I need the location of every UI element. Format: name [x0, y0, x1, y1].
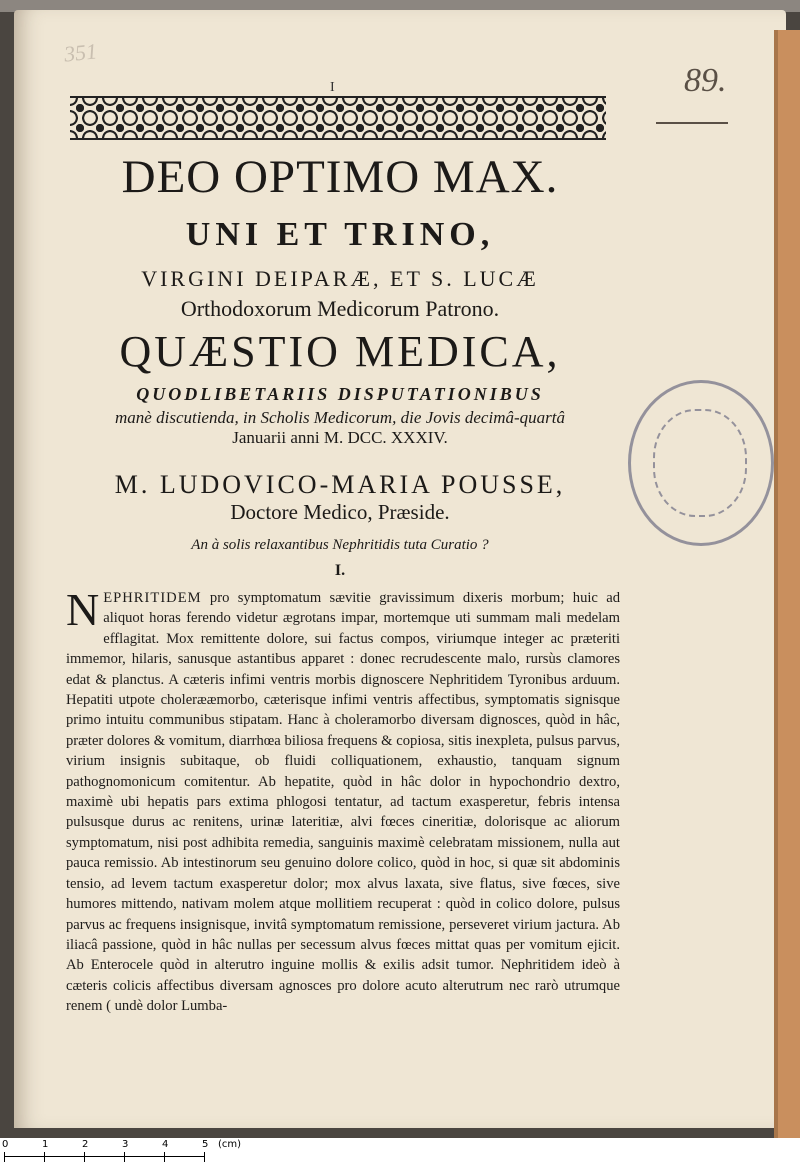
title-quaestio: QUÆSTIO MEDICA, — [119, 327, 561, 376]
scale-label: 1 — [42, 1139, 49, 1150]
title-location-date: manè discutienda, in Scholis Medicorum, die Jovis decimâ-quartâ — [115, 408, 565, 427]
measurement-scale-area — [0, 1138, 800, 1171]
title-year: Januarii anni M. DCC. XXXIV. — [232, 428, 448, 447]
page-edge — [778, 30, 800, 1138]
scale-tick — [124, 1152, 125, 1162]
first-word: EPHRITIDEM — [103, 590, 202, 606]
decorative-ornament-band — [70, 96, 606, 140]
scale-label: 4 — [162, 1139, 169, 1150]
scale-tick — [44, 1152, 45, 1162]
scale-label: 3 — [122, 1139, 129, 1150]
scale-tick — [4, 1152, 5, 1162]
drop-cap: N — [66, 584, 100, 635]
question-heading: An à solis relaxantibus Nephritidis tuta Curatio ? — [191, 537, 489, 553]
scale-ruler-line — [4, 1156, 204, 1157]
pencil-annotation: 351 — [62, 38, 99, 67]
title-praeses-role: Doctore Medico, Præside. — [230, 500, 450, 524]
scale-tick — [164, 1152, 165, 1162]
library-stamp — [628, 380, 774, 546]
handwritten-folio-number: 89. — [684, 62, 727, 99]
scale-label: 5 — [202, 1139, 209, 1150]
title-dedication: DEO OPTIMO MAX. — [121, 151, 559, 203]
title-trinity: UNI ET TRINO, — [185, 216, 495, 253]
scale-tick — [204, 1152, 205, 1162]
folio-underline — [656, 122, 728, 124]
body-text: pro symptomatum sævitie gravissimum dixeris morbum; huic ad aliquot horas ferendo videtur ægrotans impar, mortemque uti summam mali medelam efflagitat. Mox remittente dolore, sui factus compos, viriumque integer ac præteriti immemor, hilaris, sanusque astantibus apparet : donec recrudescente malo, rursùs clamores edat & planctus. A cæteris infimi ventris morbis dignoscere Nephritidem Tyronibus arduum. Hepatiti utpote cholerææmorbo, cæterisque infimi ventris affectibus, symptomatis signisque primo intuitu communibus stipatam. Hanc à choleramorbo diversam dignosces, quòd in hâc, præter dolores & vomitum, diarrhœa biliosa frequens & copiosa, sitis inexpleta, pulsus parvus, virium insignis subitaque, ob fluidi colliquationem, exhaustio, tanquam signum pathognomonicum comitentur. Ab hepatite, quòd in hâc dolor in hypochondrio dextro, maximè ubi hepatis pars extima phlogosi tentatur, ad tactum exasperetur, febris intensa pulsusque durus ac renitens, urinæ lateritiæ, alvi fœces cineritiæ, dolorisque ac aliorum symptomatum, nisi post adhibita remedia, sanguinis maximè celebratam missionem, nulla aut pauca remissio. Ab intestinorum seu genuino dolore colico, quòd in hoc, si quæ sit abdominis tensio, ad levem tactum exasperetur dolor; mox alvus laxata, sive flatus, sive fœces, sive humores mittendo, nativam molem atque mollitiem recuperat : quòd in colico dolore, pulsus parvus ac frequens insignisque, invitâ symptomatum remissione, perseveret virium jactura. Ab iliacâ passione, quòd in hâc nullas per secessum alvus fœces mittat quas per vomitum ejicit. Ab Enterocele quòd in alterutro inguine mollis & exilis adsit tumor. Nephritidem ideò à cæteris colicis affectibus diversam agnosces pro dolore acuto alterutrum nec rarò utrumque renem ( undè dolor Lumba- — [66, 590, 620, 1015]
scale-label: 0 — [2, 1139, 9, 1150]
title-virgin: VIRGINI DEIPARÆ, ET S. LUCÆ — [141, 266, 539, 291]
page-number: I — [330, 80, 335, 95]
scale-unit-label: (cm) — [218, 1139, 242, 1150]
stamp-portrait-frame — [653, 409, 747, 517]
title-patron: Orthodoxorum Medicorum Patrono. — [180, 296, 500, 321]
title-praeses-name: M. LUDOVICO-MARIA POUSSE, — [114, 470, 566, 499]
section-number: I. — [334, 562, 346, 579]
scale-label: 2 — [82, 1139, 89, 1150]
title-disputationibus: QUODLIBETARIIS DISPUTATIONIBUS — [136, 384, 544, 404]
body-paragraph — [66, 584, 620, 1017]
scale-tick — [84, 1152, 85, 1162]
